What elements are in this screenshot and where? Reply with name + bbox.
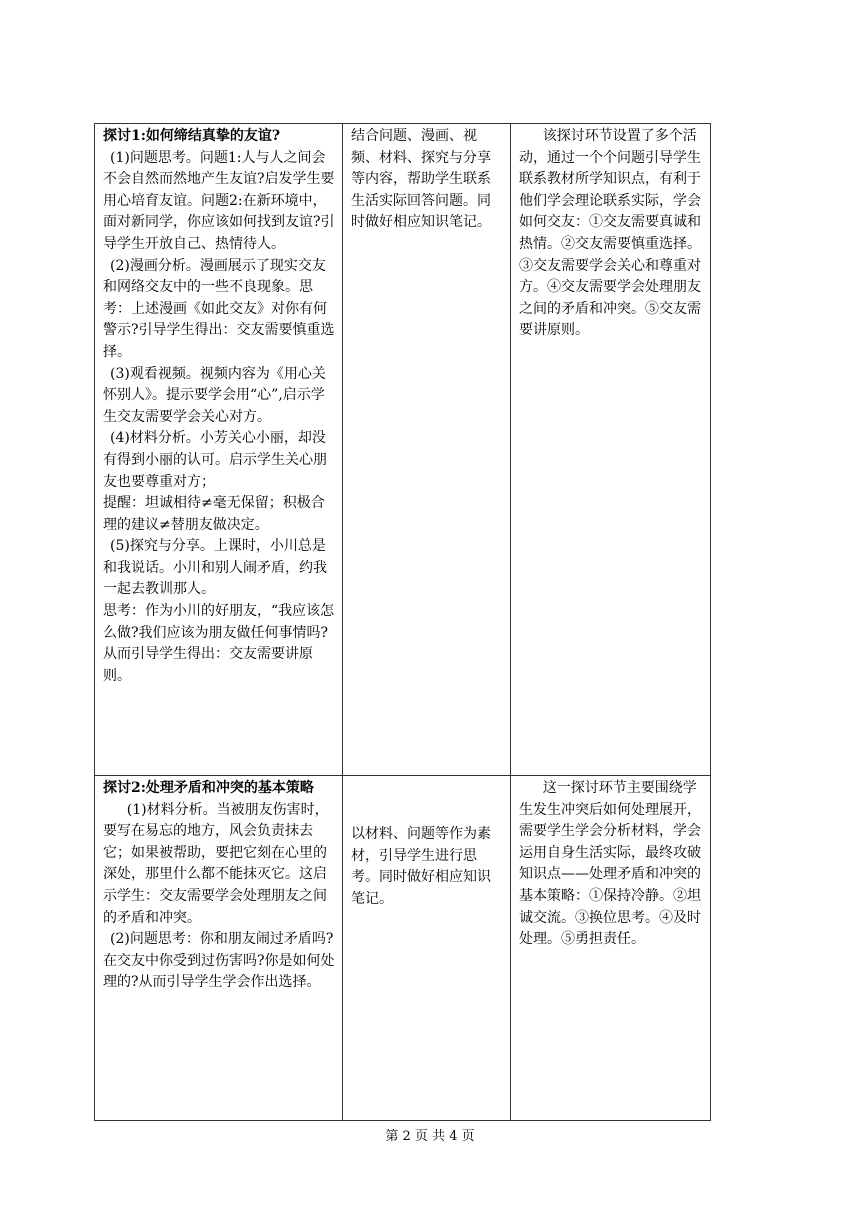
activity-paragraph: (5)探究与分享。上课时，小川总是和我说话。小川和别人闹矛盾，约我一起去教训那人。: [103, 538, 327, 598]
student-activity-text: 结合问题、漫画、视频、材料、探究与分享等内容，帮助学生联系生活实际回答问题。同时做好相应知识笔记。: [351, 128, 491, 231]
design-intent-cell: [511, 124, 711, 776]
design-intent-text: 这一探讨环节主要围绕学生发生冲突后如何处理展开，需要学生学会分析材料，学会运用自身生活实际，最终攻破知识点——处理矛盾和冲突的基本策略：①保持冷静。②坦诚交流。③换位思考。④及时处理。⑤勇担责任。: [519, 780, 701, 948]
topic-title: 探讨1:如何缔结真挚的友谊?: [103, 128, 281, 144]
activities-cell: [95, 124, 343, 776]
student-activity-cell: [343, 776, 511, 1121]
student-activity-text: 以材料、问题等作为素材，引导学生进行思考。同时做好相应知识笔记。: [351, 826, 491, 907]
topic-title: 探讨2:处理矛盾和冲突的基本策略: [103, 780, 314, 796]
activity-paragraph: (2)问题思考：你和朋友闹过矛盾吗?在交友中你受到过伤害吗?你是如何处理的?从而引导学生学会作出选择。: [103, 931, 335, 991]
activity-paragraph: (4)材料分析。小芳关心小丽，却没有得到小丽的认可。启示学生关心朋友也要尊重对方；: [103, 430, 327, 490]
student-activity-cell: [343, 124, 511, 776]
page-footer: 第 2 页 共 4 页: [385, 1129, 475, 1144]
design-intent-cell: [511, 776, 711, 1121]
activity-paragraph: (3)观看视频。视频内容为《用心关怀别人》。提示要学会用“心”,启示学生交友需要学会关心对方。: [103, 365, 326, 425]
activity-paragraph: 思考：作为小川的好朋友，“我应该怎么做?我们应该为朋友做任何事情吗?从而引导学生得出：交友需要讲原则。: [103, 603, 335, 684]
design-intent-text: 该探讨环节设置了多个活动，通过一个个问题引导学生联系教材所学知识点，有利于他们学会理论联系实际，学会如何交友：①交友需要真诚和热情。②交友需要慎重选择。③交友需要学会关心和尊重对方。④交友需要学会处理朋友之间的矛盾和冲突。⑤交友需要讲原则。: [519, 128, 701, 339]
activity-paragraph: (1)材料分析。当被朋友伤害时，要写在易忘的地方，风会负责抹去它；如果被帮助，要把它刻在心里的深处，那里什么都不能抹灭它。这启示学生：交友需要学会处理朋友之间的矛盾和冲突。: [103, 801, 329, 926]
activity-paragraph: (1)问题思考。问题1:人与人之间会不会自然而然地产生友谊?启发学生要用心培育友谊。问题2:在新环境中，面对新同学，你应该如何找到友谊?引导学生开放自己、热情待人。: [103, 149, 335, 252]
activity-paragraph: (2)漫画分析。漫画展示了现实交友和网络交友中的一些不良现象。思考：上述漫画《如此交友》对你有何警示?引导学生得出：交友需要慎重选择。: [103, 257, 335, 360]
activity-paragraph: 提醒：坦诚相待≠毫无保留；积极合理的建议≠替朋友做决定。: [103, 495, 325, 533]
table-row: [95, 124, 711, 776]
activities-cell: [95, 776, 343, 1121]
table-row: [95, 776, 711, 1121]
lesson-plan-table: [94, 123, 711, 1121]
